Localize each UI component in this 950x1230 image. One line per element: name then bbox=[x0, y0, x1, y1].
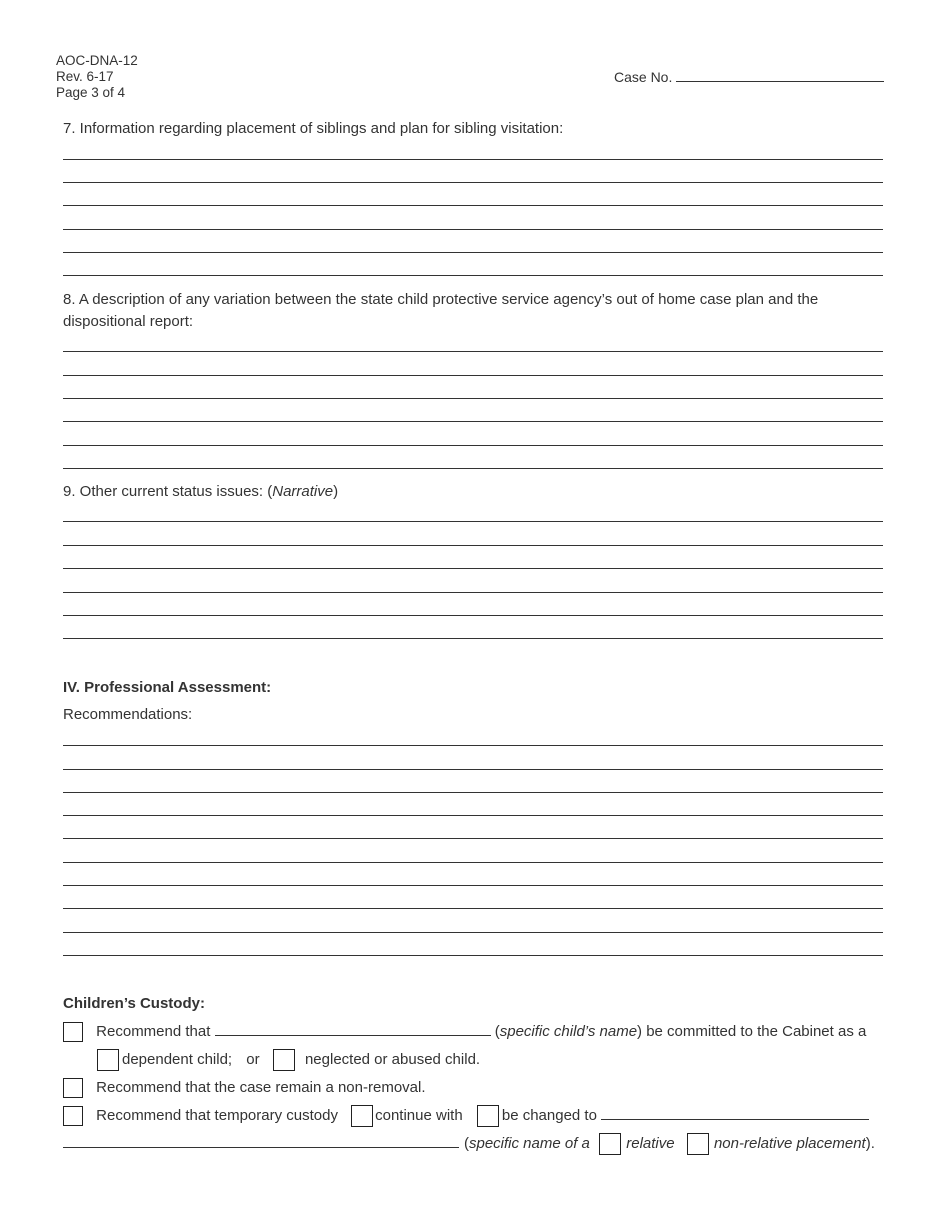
commit-checkbox[interactable] bbox=[63, 1022, 83, 1042]
form-revision: Rev. 6-17 bbox=[56, 69, 114, 84]
be-changed-to-label: be changed to bbox=[501, 1107, 597, 1124]
question-9-text: 9. Other current status issues: ( bbox=[63, 483, 273, 500]
non-removal-checkbox[interactable] bbox=[63, 1078, 83, 1098]
q7-answer-line[interactable] bbox=[63, 205, 883, 206]
custody-option-commit: Recommend that (specific child’s name) be committed to the Cabinet as a bbox=[63, 1021, 866, 1043]
recommendations-line[interactable] bbox=[63, 815, 883, 816]
q8-answer-line[interactable] bbox=[63, 445, 883, 446]
q9-answer-line[interactable] bbox=[63, 568, 883, 569]
recommendations-line[interactable] bbox=[63, 769, 883, 770]
non-relative-label: non-relative placement bbox=[713, 1135, 866, 1152]
commit-text-post: ) be committed to the Cabinet as a bbox=[637, 1023, 867, 1040]
be-changed-to-checkbox[interactable] bbox=[477, 1105, 499, 1127]
recommendations-label: Recommendations: bbox=[63, 706, 193, 723]
dependent-child-checkbox[interactable] bbox=[97, 1049, 119, 1071]
placement-type-row: (specific name of a relative non-relative placement). bbox=[464, 1133, 875, 1155]
neglected-child-label: neglected or abused child. bbox=[304, 1051, 481, 1068]
question-7: 7. Information regarding placement of siblings and plan for sibling visitation: bbox=[63, 120, 564, 137]
q9-answer-line[interactable] bbox=[63, 545, 883, 546]
page-number: Page 3 of 4 bbox=[56, 85, 126, 100]
case-number bbox=[614, 68, 884, 85]
q7-answer-line[interactable] bbox=[63, 229, 883, 230]
non-removal-label: Recommend that the case remain a non-removal. bbox=[96, 1079, 426, 1096]
recommendations-line[interactable] bbox=[63, 885, 883, 886]
neglected-child-checkbox[interactable] bbox=[273, 1049, 295, 1071]
continue-with-label: continue with bbox=[375, 1107, 463, 1124]
case-number-label: Case No. bbox=[614, 69, 673, 85]
recommendations-line[interactable] bbox=[63, 862, 883, 863]
temporary-custody-label: Recommend that temporary custody bbox=[96, 1107, 338, 1124]
relative-label: relative bbox=[626, 1135, 675, 1152]
q8-answer-line[interactable] bbox=[63, 375, 883, 376]
commit-type-row bbox=[97, 1049, 480, 1071]
or-label: or bbox=[246, 1051, 260, 1068]
q9-answer-line[interactable] bbox=[63, 615, 883, 616]
q7-answer-line[interactable] bbox=[63, 182, 883, 183]
recommendations-line[interactable] bbox=[63, 932, 883, 933]
section-iv-heading: IV. Professional Assessment: bbox=[63, 679, 272, 696]
commit-text-pre: Recommend that bbox=[96, 1023, 211, 1040]
q7-answer-line[interactable] bbox=[63, 275, 883, 276]
recommendations-line[interactable] bbox=[63, 955, 883, 956]
placement-name-field[interactable] bbox=[63, 1147, 459, 1148]
child-name-hint: specific child’s name bbox=[499, 1023, 638, 1040]
form-header bbox=[56, 53, 138, 101]
question-9: 9. Other current status issues: (Narrative) bbox=[63, 483, 339, 500]
q8-answer-line[interactable] bbox=[63, 351, 883, 352]
child-name-field[interactable] bbox=[215, 1022, 491, 1036]
question-9-italic: Narrative bbox=[272, 483, 334, 500]
continue-with-checkbox[interactable] bbox=[351, 1105, 373, 1127]
temporary-custody-checkbox[interactable] bbox=[63, 1106, 83, 1126]
q8-answer-line[interactable] bbox=[63, 421, 883, 422]
dependent-child-label: dependent child; bbox=[122, 1051, 233, 1068]
q7-answer-line[interactable] bbox=[63, 159, 883, 160]
recommendations-line[interactable] bbox=[63, 745, 883, 746]
q9-answer-line[interactable] bbox=[63, 521, 883, 522]
question-8: 8. A description of any variation between the state child protective service agency’s out of home case plan and the dispositional report: bbox=[63, 291, 819, 330]
recommendations-line[interactable] bbox=[63, 792, 883, 793]
q8-answer-line[interactable] bbox=[63, 468, 883, 469]
q8-answer-line[interactable] bbox=[63, 398, 883, 399]
q9-answer-line[interactable] bbox=[63, 592, 883, 593]
custody-option-non-removal bbox=[63, 1077, 426, 1099]
non-relative-checkbox[interactable] bbox=[687, 1133, 709, 1155]
recommendations-line[interactable] bbox=[63, 838, 883, 839]
relative-checkbox[interactable] bbox=[599, 1133, 621, 1155]
form-id: AOC-DNA-12 bbox=[56, 53, 138, 68]
custody-option-temporary bbox=[63, 1105, 869, 1127]
custody-heading: Children’s Custody: bbox=[63, 995, 205, 1012]
q9-answer-line[interactable] bbox=[63, 638, 883, 639]
recommendations-line[interactable] bbox=[63, 908, 883, 909]
case-number-field[interactable] bbox=[676, 68, 884, 82]
placement-name-hint: specific name of a bbox=[469, 1135, 590, 1152]
q7-answer-line[interactable] bbox=[63, 252, 883, 253]
changed-to-field[interactable] bbox=[601, 1106, 869, 1120]
